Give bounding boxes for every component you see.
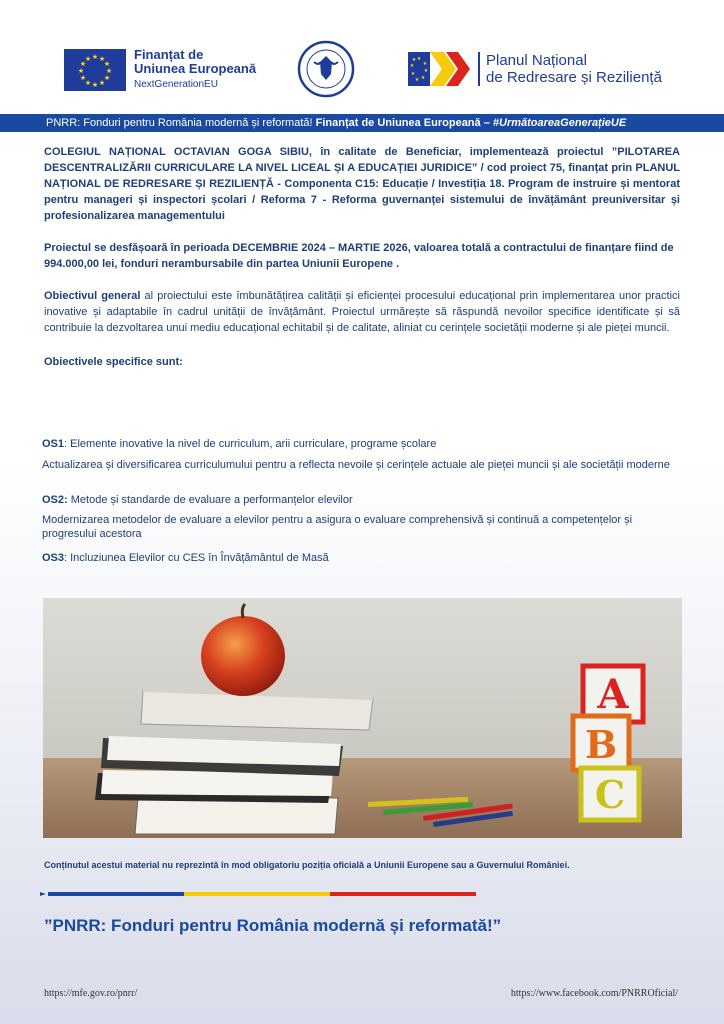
period-paragraph: Proiectul se desfășoară în perioada DECEMBRIE 2024 – MARTIE 2026, valoarea totală a contractului de finanțare fiind de 994.000,00 lei, fonduri nerambursabile din partea Uniunii Europene .	[44, 242, 674, 270]
government-seal-icon	[297, 40, 355, 98]
pnrr-logo	[408, 50, 662, 88]
eu-logo-line2: Uniunea Europeană	[134, 61, 257, 76]
svg-text:★: ★	[79, 60, 87, 68]
objective-os1-description: Actualizarea și diversificarea curriculumului pentru a reflecta nevoile și cerințele actuale ale pieței muncii și ale societății moderne	[42, 459, 670, 471]
objective-paragraph	[44, 288, 680, 336]
svg-text:★: ★	[84, 79, 92, 87]
svg-text:★: ★	[420, 75, 426, 81]
banner-part2: Finanțat de Uniunea Europeană –	[315, 117, 493, 129]
objective-code: OS1	[42, 438, 65, 450]
svg-text:★: ★	[98, 79, 106, 87]
disclaimer-text: Conținutul acestui material nu reprezintă în mod obligatoriu poziția oficială a Uniunii Europene sau a Guvernului României.	[44, 860, 570, 870]
mfe-website-link[interactable]: https://mfe.gov.ro/pnrr/	[44, 988, 138, 999]
slogan: ”PNRR: Fonduri pentru România modernă și reformată!”	[44, 916, 502, 935]
svg-text:★: ★	[103, 60, 111, 68]
svg-text:★: ★	[416, 56, 422, 62]
svg-text:★: ★	[105, 67, 113, 75]
block-letter: C	[594, 772, 626, 817]
block-letter: A	[597, 671, 629, 718]
objective-code: OS2:	[42, 494, 68, 506]
objective-os2-description: Modernizarea metodelor de evaluare a elevilor pentru a asigura o evaluare comprehensivă și continuă a competențelor și progresului acestora	[42, 514, 633, 540]
pnrr-flag-icon	[408, 50, 472, 88]
eu-logo-line3: NextGenerationEU	[134, 79, 218, 90]
objective-label: Obiectivul general	[44, 290, 141, 302]
pnrr-logo-line2: de Redresare și Reziliență	[486, 69, 662, 86]
svg-text:★: ★	[84, 55, 92, 63]
svg-text:★: ★	[410, 71, 416, 77]
svg-text:★: ★	[79, 74, 87, 82]
svg-text:★: ★	[103, 74, 111, 82]
specific-objectives-title: Obiectivele specifice sunt:	[44, 356, 183, 368]
objective-title: Metode și standarde de evaluare a performanțelor elevilor	[67, 494, 353, 506]
facebook-link[interactable]: https://www.facebook.com/PNRROficial/	[510, 988, 678, 999]
objective-os3	[42, 551, 682, 565]
header-logos	[0, 40, 724, 100]
svg-text:★: ★	[414, 77, 420, 83]
banner-part1: PNRR: Fonduri pentru România modernă și reformată!	[46, 117, 316, 129]
education-photo	[43, 598, 682, 838]
intro-paragraph: COLEGIUL NAȚIONAL OCTAVIAN GOGA SIBIU, în calitate de Beneficiar, implementează proiectul ”PILOTAREA DESCENTRALIZĂRII CURRICULARE LA NIVEL LICEAL ȘI A EDUCAȚIEI JURIDICE” / cod proiect 75, finanțat prin PLANUL NAȚIONAL DE REDRESARE ȘI REZILIENȚĂ - Componenta C15: Educație / Investiția 18. Program de instruire și mentorat pentru manageri și inspectori școlari / Reforma 7 - Reforma guvernanței sistemului de învățământ preuniversitar și profesionalizarea managementului	[44, 146, 680, 222]
pnrr-logo-line1: Planul Național	[486, 52, 587, 69]
block-letter: B	[584, 722, 618, 767]
svg-text:★: ★	[422, 61, 428, 67]
svg-text:★: ★	[409, 63, 415, 69]
objective-title: : Elemente inovative la nivel de curriculum, arii curriculare, programe școlare	[64, 438, 437, 450]
objective-text: al proiectului este îmbunătățirea calității și eficienței procesului educațional prin implementarea unor practici inovative și adaptabile în cadrul unității de învățământ. Proiectul urmărește să răspundă nevoilor specifice identificate și să contribuie la dezvoltarea unui mediu educațional echitabil și de calitate, aliniat cu cerințele societății moderne și ale pieței muncii.	[44, 290, 680, 334]
tricolor-stripe	[40, 892, 476, 896]
objective-os2	[42, 493, 682, 507]
eu-flag-icon	[64, 49, 126, 91]
project-description	[44, 144, 680, 370]
objective-code: OS3	[42, 552, 65, 564]
svg-text:★: ★	[91, 81, 99, 89]
svg-text:★: ★	[91, 53, 99, 61]
objective-os1	[42, 437, 682, 451]
svg-text:★: ★	[411, 57, 417, 63]
svg-text:★: ★	[98, 55, 106, 63]
svg-text:★: ★	[77, 67, 85, 75]
banner-hashtag: #UrmătoareaGenerațieUE	[492, 117, 627, 129]
pnrr-banner	[0, 114, 724, 132]
svg-text:★: ★	[423, 68, 429, 74]
eu-funding-logo	[64, 48, 256, 92]
objective-title: : Incluziunea Elevilor cu CES în Învățământul de Masă	[64, 552, 329, 564]
eu-logo-line1: Finanțat de	[134, 47, 204, 62]
